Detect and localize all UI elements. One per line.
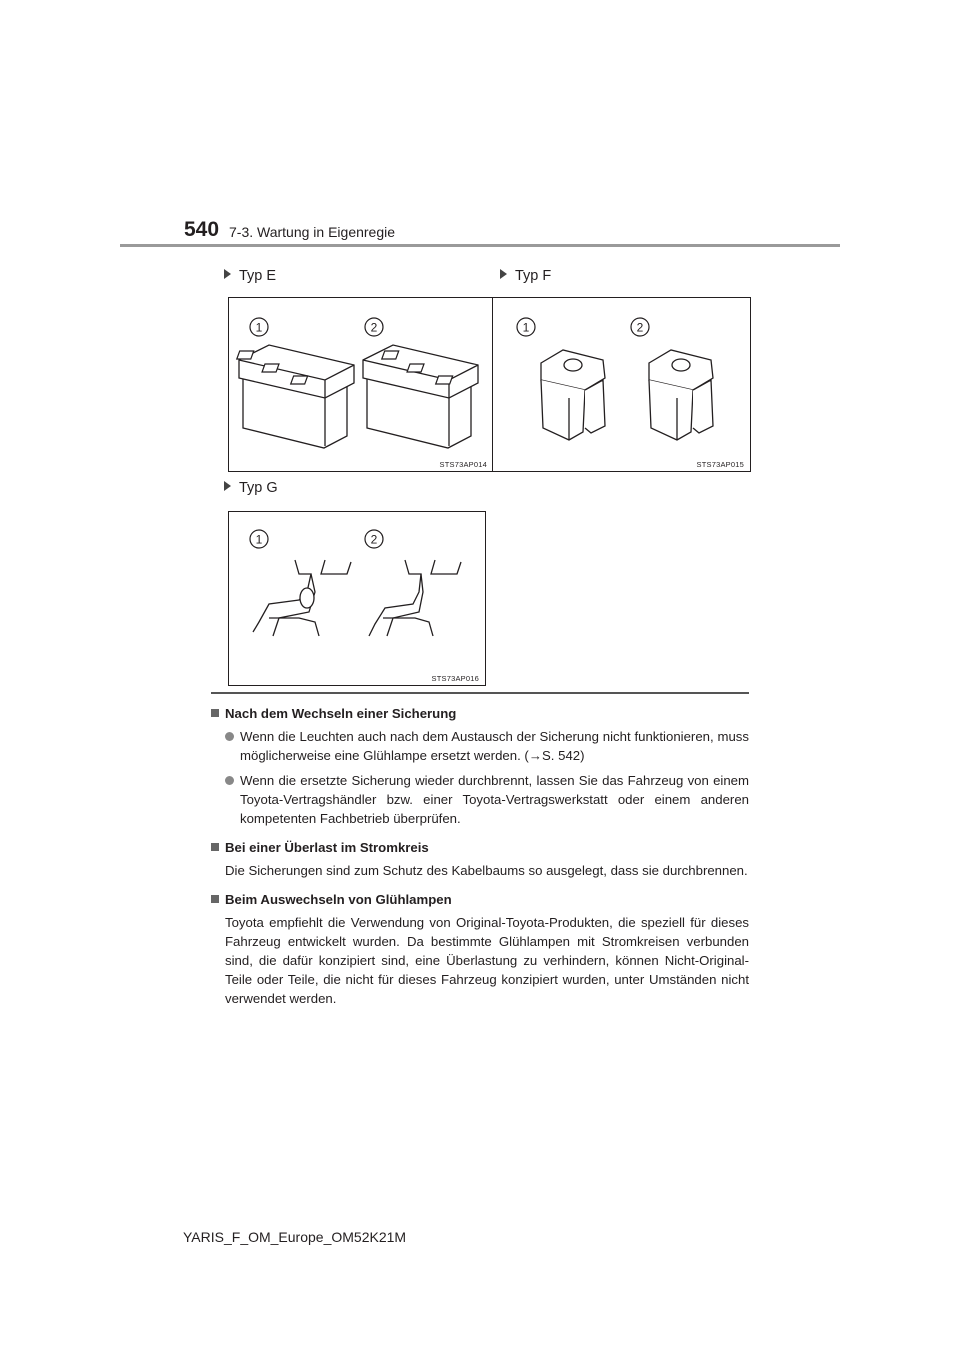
figure-code: STS73AP015 bbox=[696, 460, 744, 469]
circle-bullet-icon bbox=[225, 776, 234, 785]
section-heading-text: Beim Auswechseln von Glühlampen bbox=[225, 892, 452, 907]
triangle-arrow-icon bbox=[224, 481, 231, 491]
section-heading bbox=[211, 704, 749, 723]
type-e-label bbox=[224, 268, 276, 284]
section-heading-text: Nach dem Wechseln einer Sicherung bbox=[225, 706, 457, 721]
circle-bullet-icon bbox=[225, 732, 234, 741]
figure-type-e bbox=[228, 297, 494, 472]
header-divider bbox=[120, 244, 840, 247]
paragraph: Toyota empfiehlt die Verwendung von Original-Toyota-Produkten, die speziell für dieses Fahrzeug entwickelt wurden. Da bestimmte Glühlampen mit Stromkreisen verbunden sind, die dafür konzipiert sind, eine Überlastung zu verhindern, können Nicht-Original-Teile oder Teile, die nicht für dieses Fahrzeug konzipiert wurden, unter Umständen nicht verwendet werden. bbox=[225, 915, 749, 1006]
fuse-type-f-illustration bbox=[493, 298, 750, 471]
fuse-type-e-illustration bbox=[229, 298, 493, 471]
figure-code: STS73AP016 bbox=[431, 674, 479, 683]
content-divider bbox=[211, 692, 749, 694]
type-f-label bbox=[500, 268, 551, 284]
section-heading-text: Bei einer Überlast im Stromkreis bbox=[225, 840, 429, 855]
type-f-label-text: Typ F bbox=[515, 268, 552, 284]
item-2-number: 2 bbox=[636, 320, 644, 335]
item-1-number: 1 bbox=[255, 532, 263, 547]
list-item-text: Wenn die ersetzte Sicherung wieder durchbrennt, lassen Sie das Fahrzeug von einem Toyota-Vertragshändler bzw. einer Toyota-Vertragswerkstatt oder einem anderen kompetenten Fachbetrieb überprüfen. bbox=[240, 773, 749, 826]
section-title: 7-3. Wartung in Eigenregie bbox=[229, 224, 396, 240]
page-number: 540 bbox=[184, 218, 220, 241]
footer-document-id: YARIS_F_OM_Europe_OM52K21M bbox=[183, 1229, 407, 1245]
square-bullet-icon bbox=[211, 895, 219, 903]
type-g-label bbox=[224, 480, 278, 496]
list-item bbox=[211, 727, 749, 765]
item-1-number: 1 bbox=[522, 320, 530, 335]
square-bullet-icon bbox=[211, 709, 219, 717]
paragraph: Die Sicherungen sind zum Schutz des Kabelbaums so ausgelegt, dass sie durchbrennen. bbox=[225, 863, 748, 878]
figure-type-f bbox=[492, 297, 751, 472]
info-content bbox=[211, 704, 749, 1014]
type-g-label-text: Typ G bbox=[239, 480, 278, 496]
section-heading bbox=[211, 838, 749, 857]
item-2-number: 2 bbox=[370, 320, 378, 335]
section-heading bbox=[211, 890, 749, 909]
triangle-arrow-icon bbox=[500, 269, 507, 279]
item-2-number: 2 bbox=[370, 532, 378, 547]
item-1-number: 1 bbox=[255, 320, 263, 335]
list-item-text: Wenn die Leuchten auch nach dem Austausch der Sicherung nicht funktionieren, muss möglicherweise eine Glühlampe ersetzt werden. (→S. 542) bbox=[240, 729, 749, 763]
square-bullet-icon bbox=[211, 843, 219, 851]
figure-type-g bbox=[228, 511, 486, 686]
list-item bbox=[211, 771, 749, 828]
fuse-type-g-illustration bbox=[229, 512, 485, 685]
triangle-arrow-icon bbox=[224, 269, 231, 279]
type-e-label-text: Typ E bbox=[239, 268, 277, 284]
figure-code: STS73AP014 bbox=[439, 460, 487, 469]
